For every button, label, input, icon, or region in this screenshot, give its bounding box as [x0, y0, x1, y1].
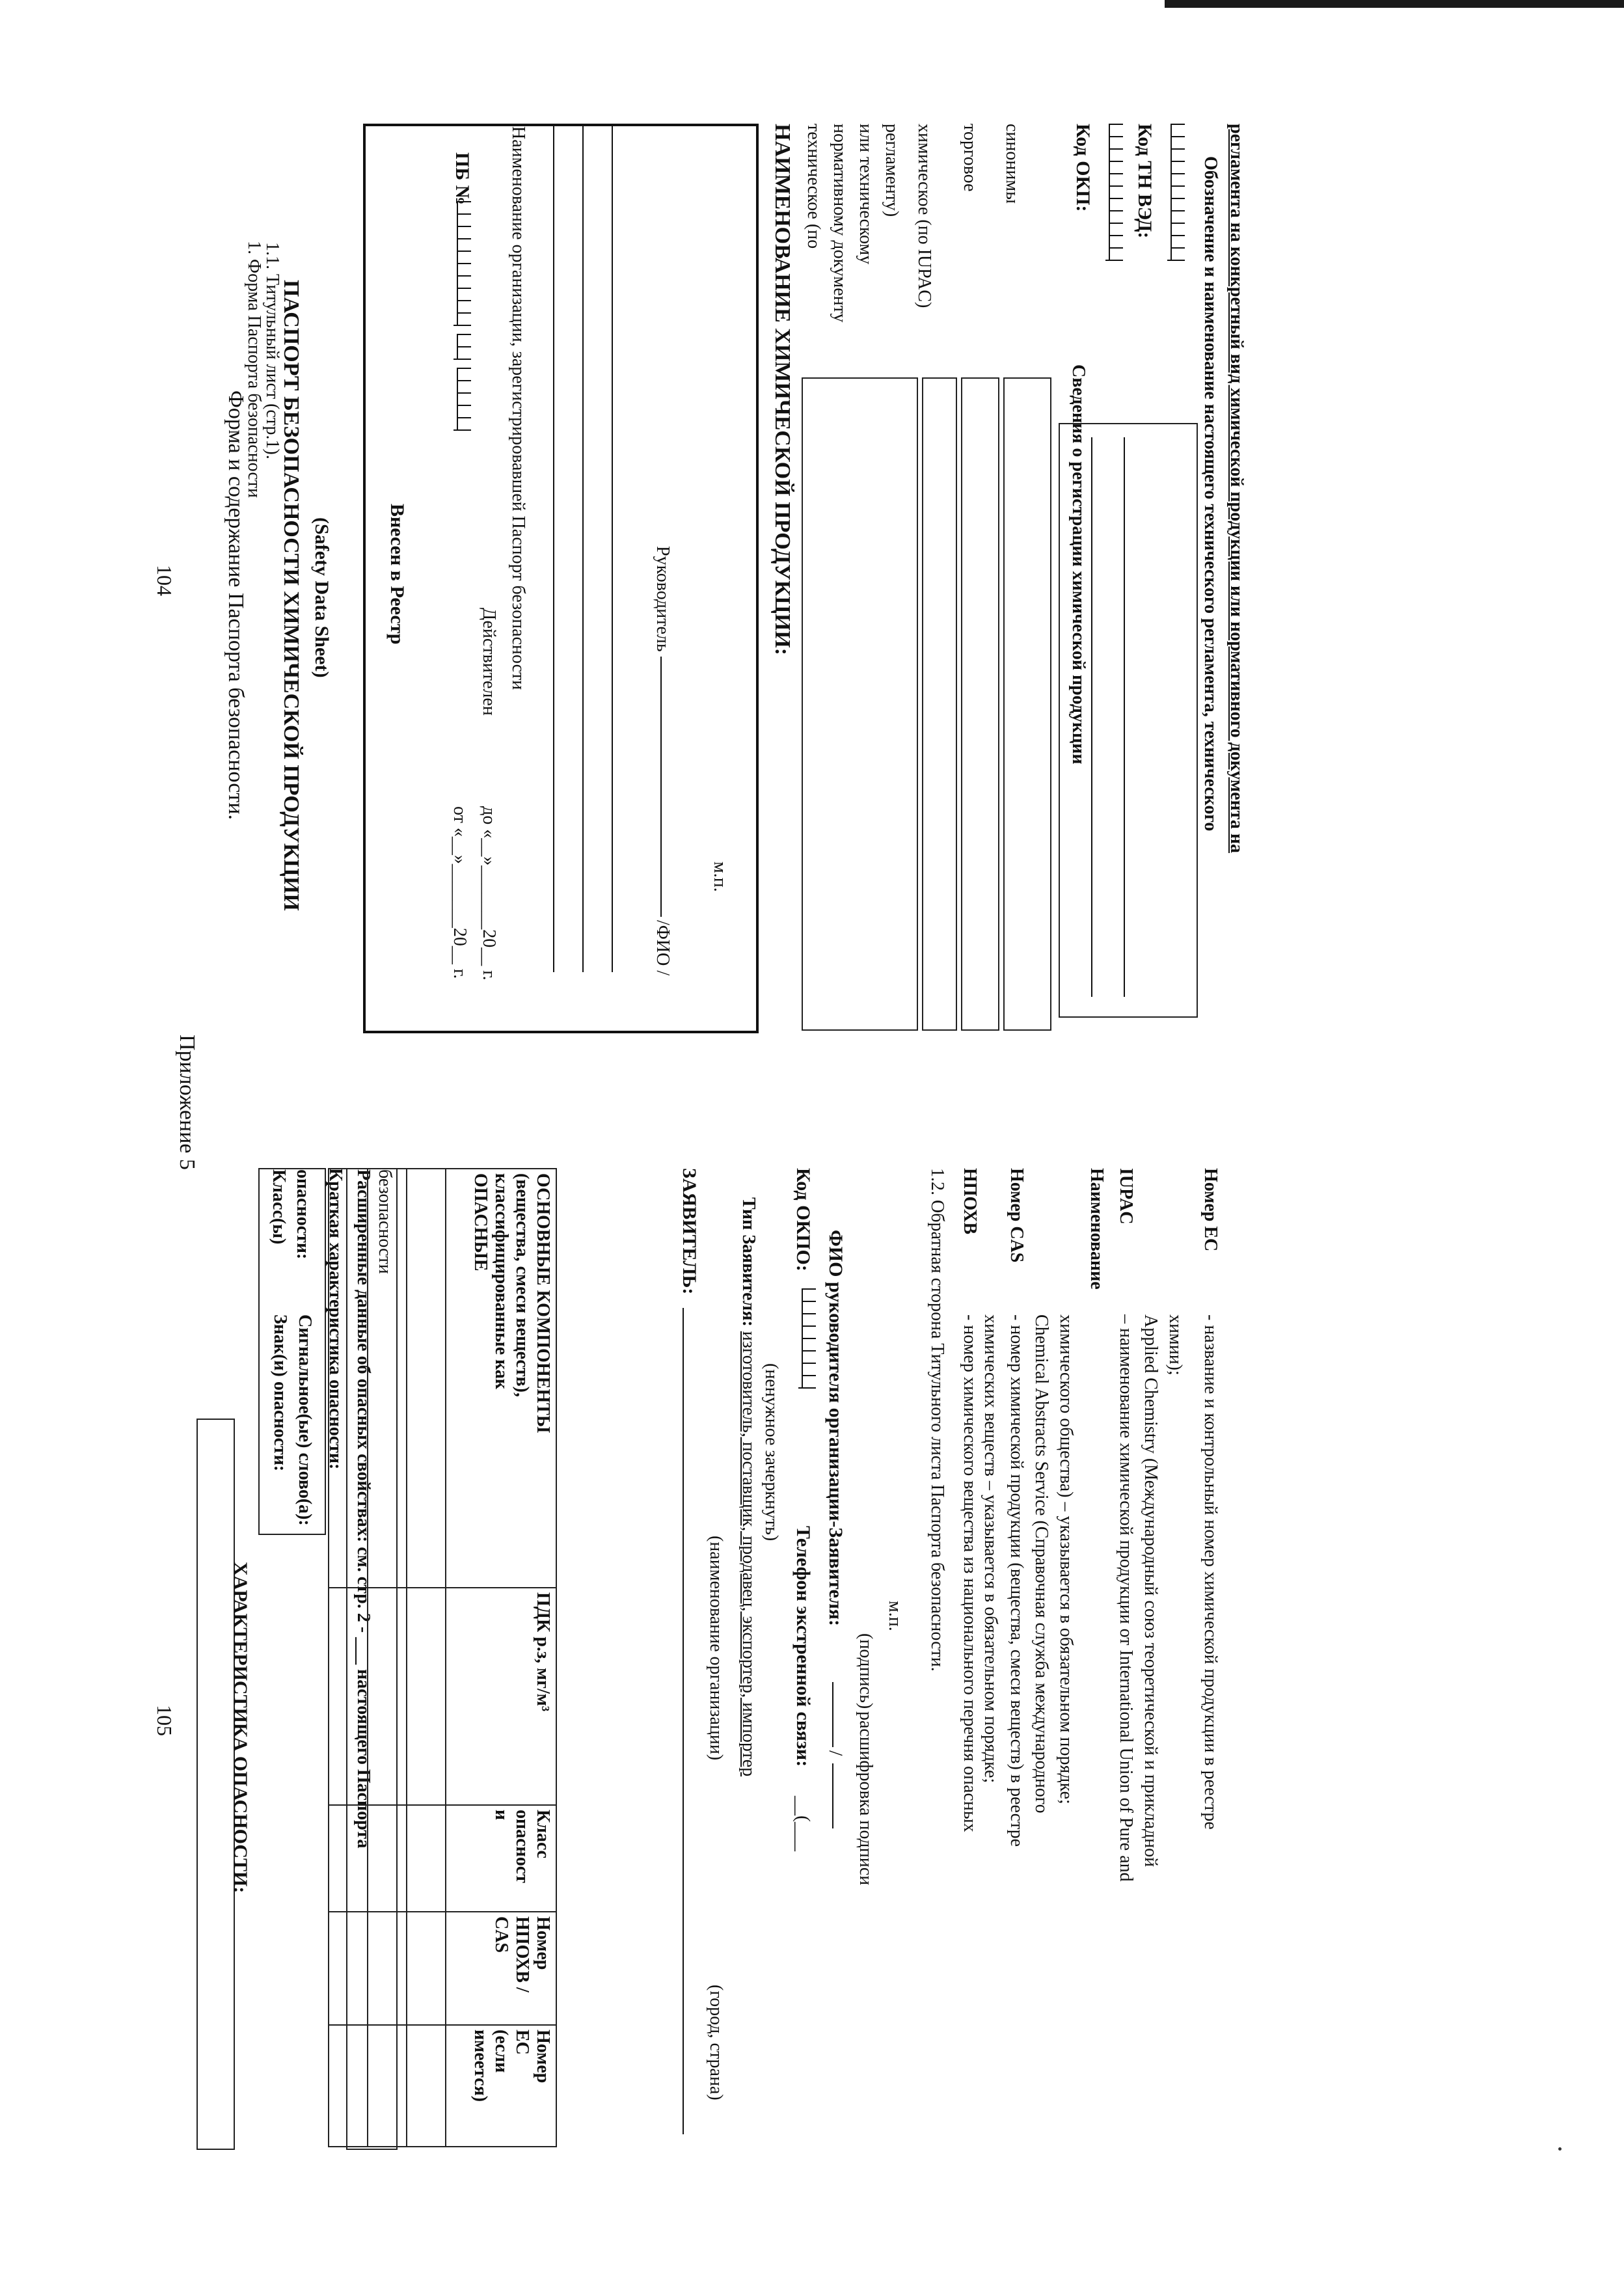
- applicant-line: [683, 1308, 684, 2134]
- header-pdk-line: ПДК р.з, мг/м³: [533, 1592, 553, 1712]
- technical-name-field[interactable]: [802, 377, 918, 1031]
- chemical-name-field[interactable]: [922, 377, 957, 1031]
- naming-technical-line: техническое (по: [804, 124, 824, 249]
- table-cell[interactable]: [407, 1912, 446, 2025]
- def-text: химического общества) – указывается в обязательном порядке;: [1056, 1314, 1076, 1804]
- header-ec-line: (если: [491, 2030, 511, 2073]
- back-side-heading: 1.2. Обратная сторона Титульного листа Паспорта безопасности.: [927, 1168, 947, 1672]
- org-line: [582, 126, 584, 972]
- def-text: Applied Chemistry (Международный союз теоретической и прикладной: [1141, 1314, 1161, 1868]
- table-cell[interactable]: [407, 1805, 446, 1912]
- applicant-type: [738, 1197, 759, 1776]
- hazard-class-box: [258, 1168, 326, 1535]
- pb-number-cells[interactable]: [453, 201, 471, 431]
- emergency-phone-value[interactable]: __(___: [792, 1796, 814, 1851]
- registry-to-date: до «__»_______20__ г.: [479, 806, 499, 981]
- def-text: - номер химической продукции (вещества, смеси веществ) в реестре: [1007, 1314, 1027, 1847]
- head-label: Руководитель: [653, 546, 673, 652]
- hazard-heading: ХАРАКТЕРИСТИКА ОПАСНОСТИ:: [230, 1562, 251, 1894]
- org-caption: (наименование организации): [706, 1536, 726, 1761]
- table-row: [368, 1169, 407, 2147]
- header-components-line: классифицированные как: [491, 1173, 511, 1389]
- registration-line: [1124, 437, 1125, 997]
- org-line: [612, 126, 613, 972]
- emergency-phone-label: Телефон экстренной связи:: [792, 1526, 814, 1767]
- header-class-line: Класс: [533, 1810, 553, 1858]
- def-text: химических веществ – указывается в обязательном порядке;: [981, 1314, 1001, 1784]
- extended-data-text: безопасности: [375, 1169, 395, 1274]
- def-text: химии);: [1165, 1314, 1185, 1376]
- registry-heading: Внесен в Реестр: [386, 504, 408, 645]
- header-components-line: ОСНОВНЫЕ КОМПОНЕНТЫ: [533, 1173, 553, 1433]
- def-term: Номер CAS: [1007, 1168, 1027, 1263]
- header-components: [446, 1169, 556, 1588]
- header-class-line: опасност: [512, 1810, 532, 1883]
- table-cell[interactable]: [407, 2025, 446, 2147]
- naming-heading: НАИМЕНОВАНИЕ ХИМИЧЕСКОЙ ПРОДУКЦИИ:: [770, 124, 794, 656]
- naming-technical-line: регламенту): [882, 124, 902, 217]
- appendix-label: Приложение 5: [175, 1035, 199, 1170]
- naming-technical-line: или техническому: [856, 124, 876, 265]
- registering-org-label: Наименование организации, зарегистрировавшей Паспорт безопасности: [508, 126, 528, 690]
- table-cell[interactable]: [329, 1588, 368, 1805]
- okpo-label: Код ОКПО:: [792, 1168, 814, 1271]
- page-number: 105: [153, 1705, 176, 1736]
- passport-subtitle: (Safety Data Sheet): [311, 517, 332, 678]
- header-ec: [446, 2025, 556, 2147]
- header-npokhv-line: CAS: [491, 1916, 511, 1953]
- hazard-sign-label: Знак(и) опасности:: [270, 1314, 290, 1472]
- header-npokhv-line: Номер: [533, 1916, 553, 1970]
- okp-label: Код ОКП:: [1072, 124, 1094, 212]
- naming-chemical: химическое (по IUPAC): [914, 124, 934, 308]
- table-row: [329, 1169, 368, 2147]
- header-components-line: ОПАСНЫЕ: [470, 1173, 491, 1271]
- def-text: - название и контрольный номер химической продукции в реестре: [1200, 1314, 1221, 1830]
- org-line: [553, 126, 554, 972]
- item-1: 1. Форма Паспорта безопасности: [244, 241, 264, 498]
- hazard-class-label: опасности:: [293, 1169, 313, 1260]
- table-cell[interactable]: [368, 1912, 407, 2025]
- form-heading: Форма и содержание Паспорта безопасности.: [224, 390, 248, 820]
- extended-data-text: Расширенные данные об опасных свойствах: см. стр. 2 - ___ настоящего Паспорта: [353, 1169, 373, 1849]
- header-pdk: [446, 1588, 556, 1805]
- naming-synonyms: синонимы: [1002, 124, 1022, 204]
- header-ec-line: Номер: [533, 2030, 553, 2084]
- hazard-class-label: Класс(ы): [269, 1169, 289, 1245]
- def-term: IUPAC: [1116, 1168, 1136, 1225]
- valid-label: Действителен: [479, 608, 499, 716]
- brief-hazard-label: Краткая характеристика опасности:: [325, 1168, 345, 1470]
- table-row: [407, 1169, 446, 2147]
- naming-trade: торговое: [960, 124, 980, 192]
- okpo-cells[interactable]: [798, 1288, 816, 1389]
- registration-info-box[interactable]: [1059, 423, 1198, 1018]
- table-cell[interactable]: [329, 1805, 368, 1912]
- applicant-label: ЗАЯВИТЕЛЬ:: [679, 1168, 700, 1295]
- table-cell[interactable]: [407, 1588, 446, 1805]
- def-term: НПОХВ: [960, 1168, 980, 1235]
- table-cell[interactable]: [368, 1805, 407, 1912]
- designation-line: регламента на конкретный вид химической продукции или нормативного документа на: [1226, 124, 1247, 853]
- pb-number-label: ПБ №: [452, 152, 473, 205]
- signature-caption: (подпись): [856, 1633, 876, 1709]
- tnved-cells[interactable]: [1167, 124, 1185, 261]
- table-cell[interactable]: [407, 1169, 446, 1588]
- components-table: [328, 1168, 557, 2147]
- registry-stamp: м.п.: [710, 862, 730, 892]
- page-105: [0, 1139, 1624, 2282]
- table-cell[interactable]: [368, 1588, 407, 1805]
- table-cell[interactable]: [329, 1912, 368, 2025]
- registry-from-date: от «__»_______20__ г.: [450, 806, 470, 979]
- header-npokhv-line: НПОХВ /: [512, 1916, 532, 1992]
- item-1-1: 1.1. Титульный лист (стр.1).: [262, 242, 282, 459]
- applicant-type-values[interactable]: изготовитель, поставщик, продавец, экспортер, импортер: [738, 1331, 759, 1777]
- header-ec-line: ЕС: [512, 2030, 532, 2055]
- page-number: 104: [153, 565, 176, 596]
- applicant-stamp: м.п.: [885, 1601, 905, 1631]
- passport-title: ПАСПОРТ БЕЗОПАСНОСТИ ХИМИЧЕСКОЙ ПРОДУКЦИИ: [279, 280, 303, 911]
- header-ec-line: имеется): [470, 2030, 491, 2102]
- decryption-line: [832, 1763, 833, 1828]
- components-header-row: [446, 1169, 556, 2147]
- head-signature-line: [660, 657, 662, 917]
- def-term: Наименование: [1087, 1168, 1107, 1290]
- designation-line: Обозначение и наименование настоящего технического регламента, технического: [1200, 156, 1221, 832]
- registration-line: [1091, 437, 1092, 997]
- trade-name-field[interactable]: [961, 377, 999, 1031]
- tnved-label: Код ТН ВЭД:: [1134, 124, 1156, 239]
- table-cell[interactable]: [329, 2025, 368, 2147]
- strike-note: (ненужное зачеркнуть): [761, 1363, 781, 1542]
- okp-cells[interactable]: [1105, 124, 1123, 261]
- def-text: - номер химического вещества из национального перечня опасных: [960, 1314, 980, 1832]
- synonyms-field[interactable]: [1003, 377, 1051, 1031]
- registry-box: [363, 124, 759, 1033]
- header-components-line: (вещества, смеси веществ),: [512, 1173, 532, 1397]
- def-text: Chemical Abstracts Service (Справочная служба международного: [1031, 1314, 1051, 1813]
- signal-word-label: Сигнальное(ые) слово(а):: [295, 1314, 315, 1526]
- signature-line: [832, 1682, 833, 1747]
- signature-slash: /: [825, 1750, 846, 1756]
- table-cell[interactable]: [368, 1169, 407, 1588]
- applicant-type-label: Тип Заявителя:: [738, 1197, 759, 1327]
- header-npokhv-cas: [446, 1912, 556, 2025]
- head-fio-label: ФИО руководителя организации-Заявителя:: [825, 1230, 846, 1627]
- decryption-caption: расшифровка подписи: [856, 1711, 876, 1886]
- naming-technical-line: нормативному документу: [830, 124, 850, 323]
- table-cell[interactable]: [329, 1169, 368, 1588]
- header-class: [446, 1805, 556, 1912]
- def-term: Номер ЕС: [1200, 1168, 1221, 1252]
- city-caption: (город, страна): [706, 1985, 726, 2100]
- table-cell[interactable]: [368, 2025, 407, 2147]
- registration-info: Сведения о регистрации химической продукции: [1068, 364, 1089, 765]
- def-text: – наименование химической продукции от International Union of Pure and: [1116, 1314, 1136, 1882]
- head-fio: /ФИО /: [653, 920, 673, 976]
- header-class-line: и: [491, 1810, 511, 1821]
